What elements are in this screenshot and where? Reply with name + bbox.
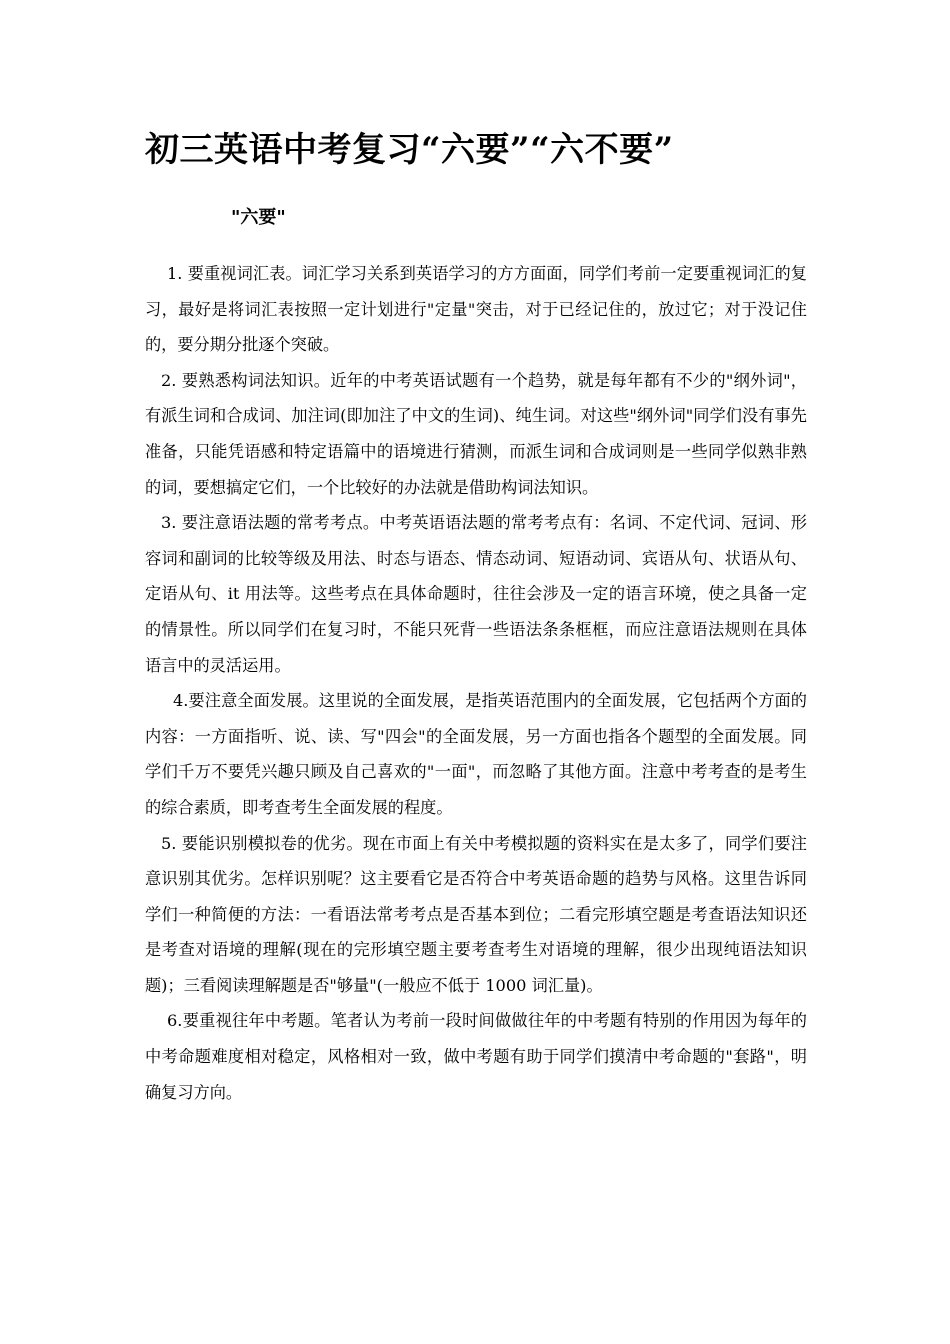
paragraph-3: 3. 要注意语法题的常考考点。中考英语语法题的常考考点有：名词、不定代词、冠词、形容词和副词的比较等级及用法、时态与语态、情态动词、短语动词、宾语从句、状语从句、定语从句、it 用法等。这些考点在具体命题时，往往会涉及一定的语言环境，使之具备一定的情景性。所以同学们在复习时，不能只死背一些语法条条框框，而应注意语法规则在具体语言中的灵活运用。 [145,513,807,675]
section-heading: "六要" [231,207,286,228]
paragraph-2: 2. 要熟悉构词法知识。近年的中考英语试题有一个趋势，就是每年都有不少的"纲外词"，有派生词和合成词、加注词(即加注了中文的生词)、纯生词。对这些"纲外词"同学们没有事先准备，只能凭语感和特定语篇中的语境进行猜测，而派生词和合成词则是一些同学似熟非熟的词，要想搞定它们，一个比较好的办法就是借助构词法知识。 [145,370,807,497]
document-body [145,256,807,1110]
paragraph-6: 6.要重视往年中考题。笔者认为考前一段时间做做往年的中考题有特别的作用因为每年的中考命题难度相对稳定，风格相对一致，做中考题有助于同学们摸清中考命题的"套路"，明确复习方向。 [145,1011,807,1102]
paragraph-1: 1. 要重视词汇表。词汇学习关系到英语学习的方方面面，同学们考前一定要重视词汇的复习，最好是将词汇表按照一定计划进行"定量"突击，对于已经记住的，放过它；对于没记住的，要分期分批逐个突破。 [145,264,807,355]
document-title: 初三英语中考复习“六要”“六不要” [145,130,674,170]
paragraph-4: 4.要注意全面发展。这里说的全面发展，是指英语范围内的全面发展，它包括两个方面的内容：一方面指听、说、读、写"四会"的全面发展，另一方面也指各个题型的全面发展。同学们千万不要凭兴趣只顾及自己喜欢的"一面"，而忽略了其他方面。注意中考考查的是考生的综合素质，即考查考生全面发展的程度。 [145,691,807,817]
paragraph-5: 5. 要能识别模拟卷的优劣。现在市面上有关中考模拟题的资料实在是太多了，同学们要注意识别其优劣。怎样识别呢？这主要看它是否符合中考英语命题的趋势与风格。这里告诉同学们一种简便的方法：一看语法常考考点是否基本到位；二看完形填空题是考查语法知识还是考查对语境的理解(现在的完形填空题主要考查考生对语境的理解，很少出现纯语法知识题)；三看阅读理解题是否"够量"(一般应不低于 1000 词汇量)。 [145,833,807,995]
